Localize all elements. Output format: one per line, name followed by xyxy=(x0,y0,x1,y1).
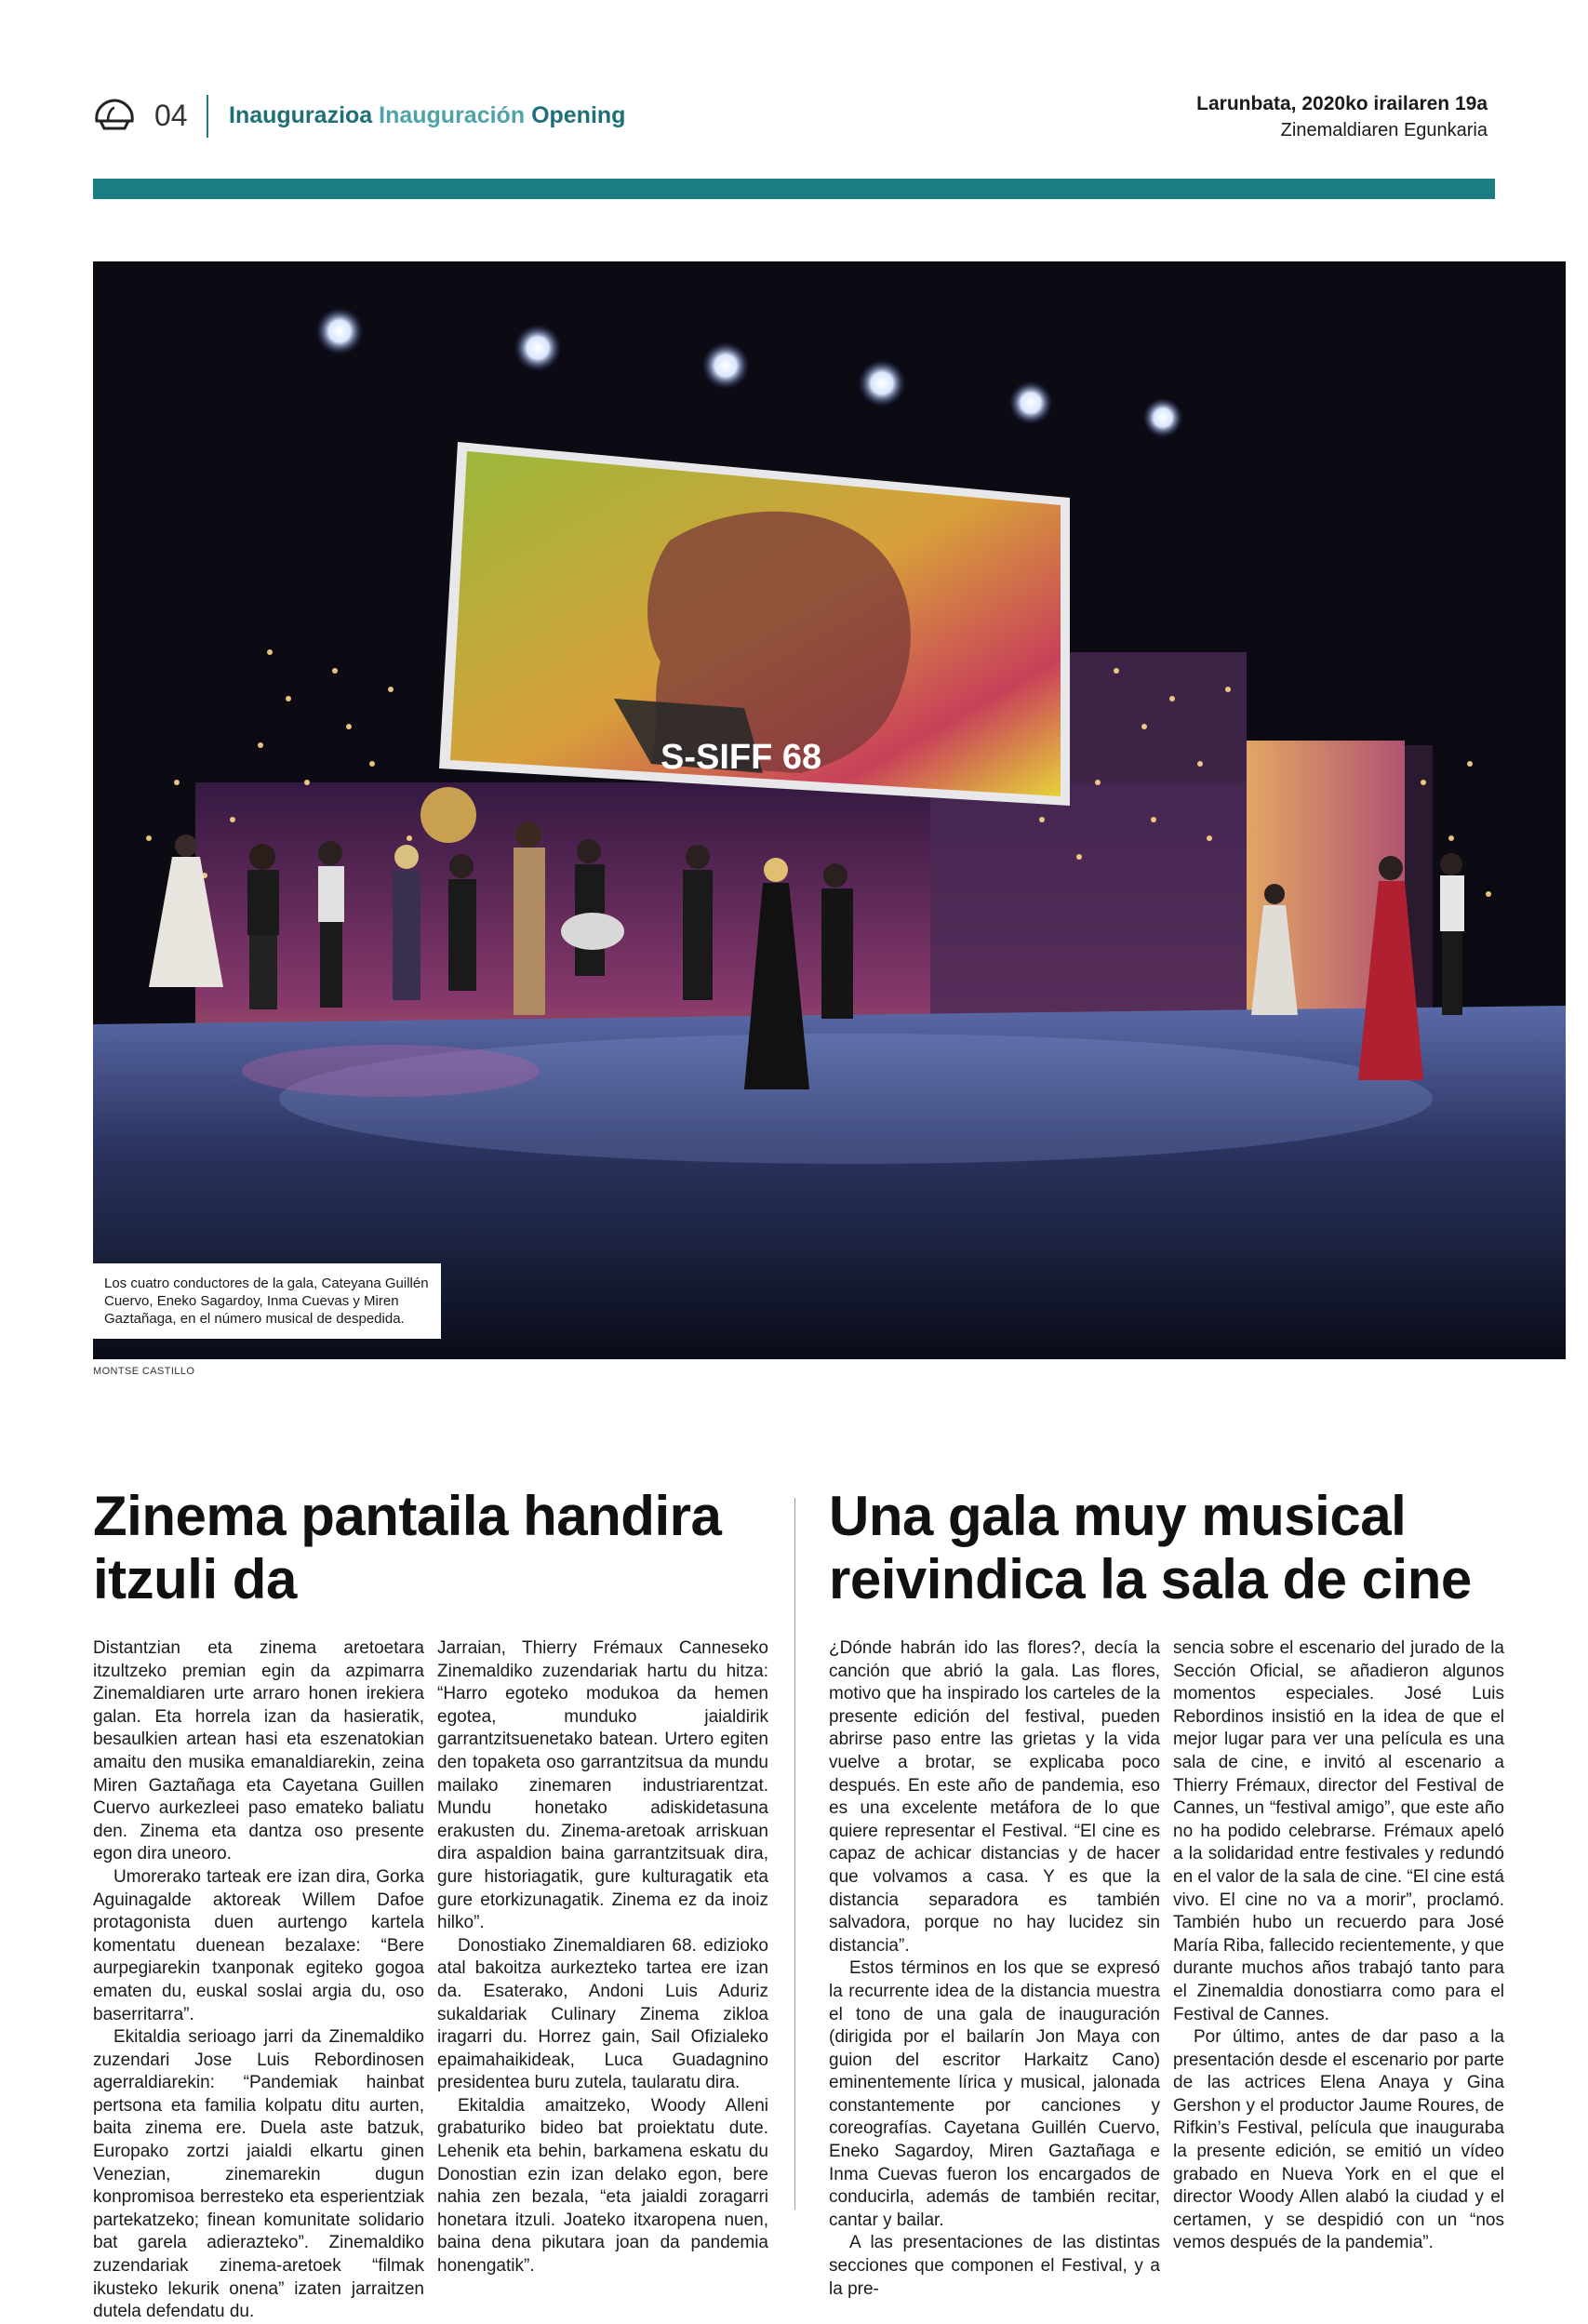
paragraph: Umorerako tarteak ere izan dira, Gorka Aguinagalde aktoreak Willem Dafoe protagonista duen aurtengo kartela komentatu duenean bezalaxe: “Bere aurpegiarekin txanponak egiteko gogoa ematen du, euskal soslai argia du, oso baserritarra”. xyxy=(93,1866,424,2024)
article-basque-column-1 xyxy=(93,1637,424,2324)
section-title-eu: Inaugurazioa xyxy=(229,102,373,128)
section-title-es: Inauguración xyxy=(379,102,526,128)
article-spanish-column-1 xyxy=(829,1637,1160,2301)
paragraph: Ekitaldia serioago jarri da Zinemaldiko zuzendari Jose Luis Rebordinosen agerraldiarekin: “Pandemiak hainbat pertsona eta familia kolpatu ditu aurten, baita zinema ere. Duela aste batzuk, Europako zortzi jaialdi elkartu ginen Venezian, zinemarekin dugun konpromisoa berresteko eta esperientziak partekatzeko; finean komunitate solidario bat garela adierazteko”. Zinemaldiko zuzendariak zinema-aretoek “filmak ikusteko lekurik onena” izaten jarraitzen dutela defendatu du. xyxy=(93,2027,424,2322)
paragraph: sencia sobre el escenario del jurado de la Sección Oficial, se añadieron algunos momentos especiales. José Luis Rebordinos insistió en la idea de que el mejor lugar para ver una película es una sala de cine, e invitó al escenario a Thierry Frémaux, director del Festival de Cannes, un “festival amigo”, que este año no ha podido celebrarse. Frémaux apeló a la solidaridad entre festivales y redundó en el valor de la sala de cine. “El cine está vivo. El cine no va a morir”, proclamó. También hubo un recuerdo para José María Riba, fallecido recientemente, y que durante muchos años trabajó tanto para el Zinemaldia donostiarra como para el Festival de Cannes. xyxy=(1173,1638,1504,2024)
paragraph: Distantzian eta zinema aretoetara itzultzeko premian egin da azpimarra Zinemaldiaren urte arraro honen irekiera galan. Eta horrela izan da hasieratik, besaulkien artean hasi eta eszenatokian amaitu den musika emanaldiarekin, zeina Miren Gaztañaga eta Cayetana Guillen Cuervo aurkezleei paso emateko baliatu den. Zinema eta dantza oso presente egon dira uneoro. xyxy=(93,1638,424,1864)
headline-spanish: Una gala muy musical reivindica la sala de cine xyxy=(829,1485,1472,1610)
header-accent-bar xyxy=(93,179,1495,199)
paragraph: Donostiako Zinemaldiaren 68. edizioko atal bakoitza aurkezteko tartea ere izan da. Esaterako, Andoni Luis Aduriz sukaldariak Culinary Zinema zikloa iragarri du. Horrez gain, Sail Ofizialeko epaimahaikideak, Luca Guadagnino presidentea buru zutela, taularatu dira. xyxy=(437,1935,768,2093)
section-title-en: Opening xyxy=(531,102,626,128)
page-number: 04 xyxy=(154,99,188,132)
gala-stage-photo xyxy=(93,261,1566,1359)
paragraph: ¿Dónde habrán ido las flores?, decía la canción que abrió la gala. Las flores, motivo que ha inspirado los carteles de la presente edición del festival, pueden abrirse paso entre las grietas y la vida vuelve a brotar, se explicaba poco después. En este año de pandemia, eso es una excelente metáfora de lo que quiere representar el Festival. “El cine es capaz de achicar distancias y de hacer que volvamos a casa. Y es que la distancia separadora es también salvadora, porque no hay lucidez sin distancia”. xyxy=(829,1638,1160,1956)
publication-name: Zinemaldiaren Egunkaria xyxy=(1280,120,1488,140)
headline-basque: Zinema pantaila handira itzuli da xyxy=(93,1485,722,1610)
issue-date: Larunbata, 2020ko irailaren 19a xyxy=(1196,93,1488,114)
screen-logo-text: S-SIFF 68 xyxy=(661,738,822,777)
paragraph: Estos términos en los que se expresó la recurrente idea de la distancia muestra el tono de una gala de inauguración (dirigida por el bailarín Jon Maya con guion del escritor Harkaitz Cano) eminentemente lírica y musical, jalonada constantemente por canciones y coreografías. Cayetana Guillén Cuervo, Eneko Sagardoy, Miren Gaztañaga e Inma Cuevas fueron los encargados de conducirla, además de también recitar, cantar y bailar. xyxy=(829,1958,1160,2230)
article-basque-column-2 xyxy=(437,1637,768,2278)
paragraph: A las presentaciones de las distintas secciones que componen el Festival, y a la pre- xyxy=(829,2233,1160,2299)
header-divider xyxy=(207,95,208,138)
section-title xyxy=(229,97,625,134)
paragraph: Ekitaldia amaitzeko, Woody Alleni grabaturiko bideo bat proiektatu dute. Lehenik eta behin, barkamena eskatu du Donostian ezin izan delako egon, bere nahia zen bezala, “eta jaialdi zoragarri honetara itzuli. Joateko itxaropena nuen, baina dena pikutara joan da pandemia honengatik”. xyxy=(437,2095,768,2277)
photo-caption: Los cuatro conductores de la gala, Cateyana Guillén Cuervo, Eneko Sagardoy, Inma Cuevas y Miren Gaztañaga, en el número musical de despedida. xyxy=(93,1263,441,1339)
photo-credit: MONTSE CASTILLO xyxy=(93,1366,195,1377)
paragraph: Por último, antes de dar paso a la presentación desde el escenario por parte de las actrices Elena Anaya y Gina Gershon y el productor Jaume Roures, de Rifkin’s Festival, película que inauguraba la presente edición, se emitió un vídeo grabado en Nueva York en el que el director Woody Allen alabó la ciudad y el certamen, y se despidió con un “nos vemos después de la pandemia”. xyxy=(1173,2027,1504,2253)
article-spanish-column-2 xyxy=(1173,1637,1504,2255)
article-divider xyxy=(794,1498,795,2210)
paragraph: Jarraian, Thierry Frémaux Canneseko Zinemaldiko zuzendariak hartu du hitza: “Harro egoteko modukoa da hemen egotea, munduko jaialdirik garrantzitsuenetako batean. Urtero egiten den topaketa oso garrantzitsua da mundu mailako zinemaren industriarentzat. Mundu honetako adiskidetasuna erakusten du. Zinema-aretoak arriskuan dira aspaldion baina garrantzitsuak dira, gure historiagatik, gure kulturagatik eta gure etorkizunagatik. Zinema ez da inoiz hilko”. xyxy=(437,1638,768,1933)
festival-logo-icon xyxy=(93,97,136,134)
